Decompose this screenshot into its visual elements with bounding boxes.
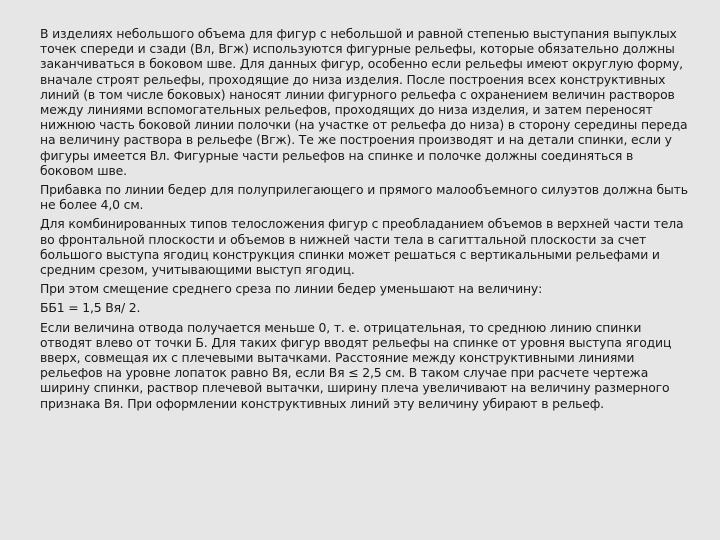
text-body [40,26,688,415]
paragraph-formula: ББ1 = 1,5 Вя/ 2. [40,300,141,316]
paragraph-hip-allowance: Прибавка по линии бедер для полуприлегающего и прямого малообъемного силуэтов должна быть не более 4,0 см. [40,182,688,213]
paragraph-relief-construction: В изделиях небольшого объема для фигур с небольшой и равной степенью выступания выпуклых точек спереди и сзади (Вл, Вгж) используются фигурные рельефы, которые обязательно должны заканчиваться в боковом шве. Для данных фигур, особенно если рельефы имеют округлую форму, вначале строят рельефы, проходящие до низа изделия. После построения всех конструктивных линий (в том числе боковых) наносят линии фигурного рельефа с охранением величин растворов между линиями вспомогательных рельефов, проходящих до низа изделия, и затем переносят нижнюю часть боковой линии полочки (на участке от рельефа до низа) в сторону середины переда на величину раствора в рельефе (Вгж). Те же построения производят и на детали спинки, если у фигуры имеется Вл. Фигурные части рельефов на спинке и полочке должны соединяться в боковом шве. [40,26,688,178]
paragraph-combined-body-types: Для комбинированных типов телосложения фигур с преобладанием объемов в верхней части тела во фронтальной плоскости и объемов в нижней части тела в сагиттальной плоскости за счет большого выступа ягодиц конструкция спинки может решаться с вертикальными рельефами и средним срезом, учитывающими выступ ягодиц. [40,216,684,278]
paragraph-offset-intro: При этом смещение среднего среза по линии бедер уменьшают на величину: [40,281,543,297]
paragraph-negative-offset: Если величина отвода получается меньше 0, т. е. отрицательная, то среднюю линию спинки отводят влево от точки Б. Для таких фигур вводят рельефы на спинке от уровня выступа ягодиц вверх, совмещая их с плечевыми вытачками. Расстояние между конструктивными линиями рельефов на уровне лопаток равно Вя, если Вя ≤ 2,5 см. В таком случае при расчете чертежа ширину спинки, раствор плечевой вытачки, ширину плеча увеличивают на величину размерного признака Вя. При оформлении конструктивных линий эту величину убирают в рельеф. [40,319,672,411]
